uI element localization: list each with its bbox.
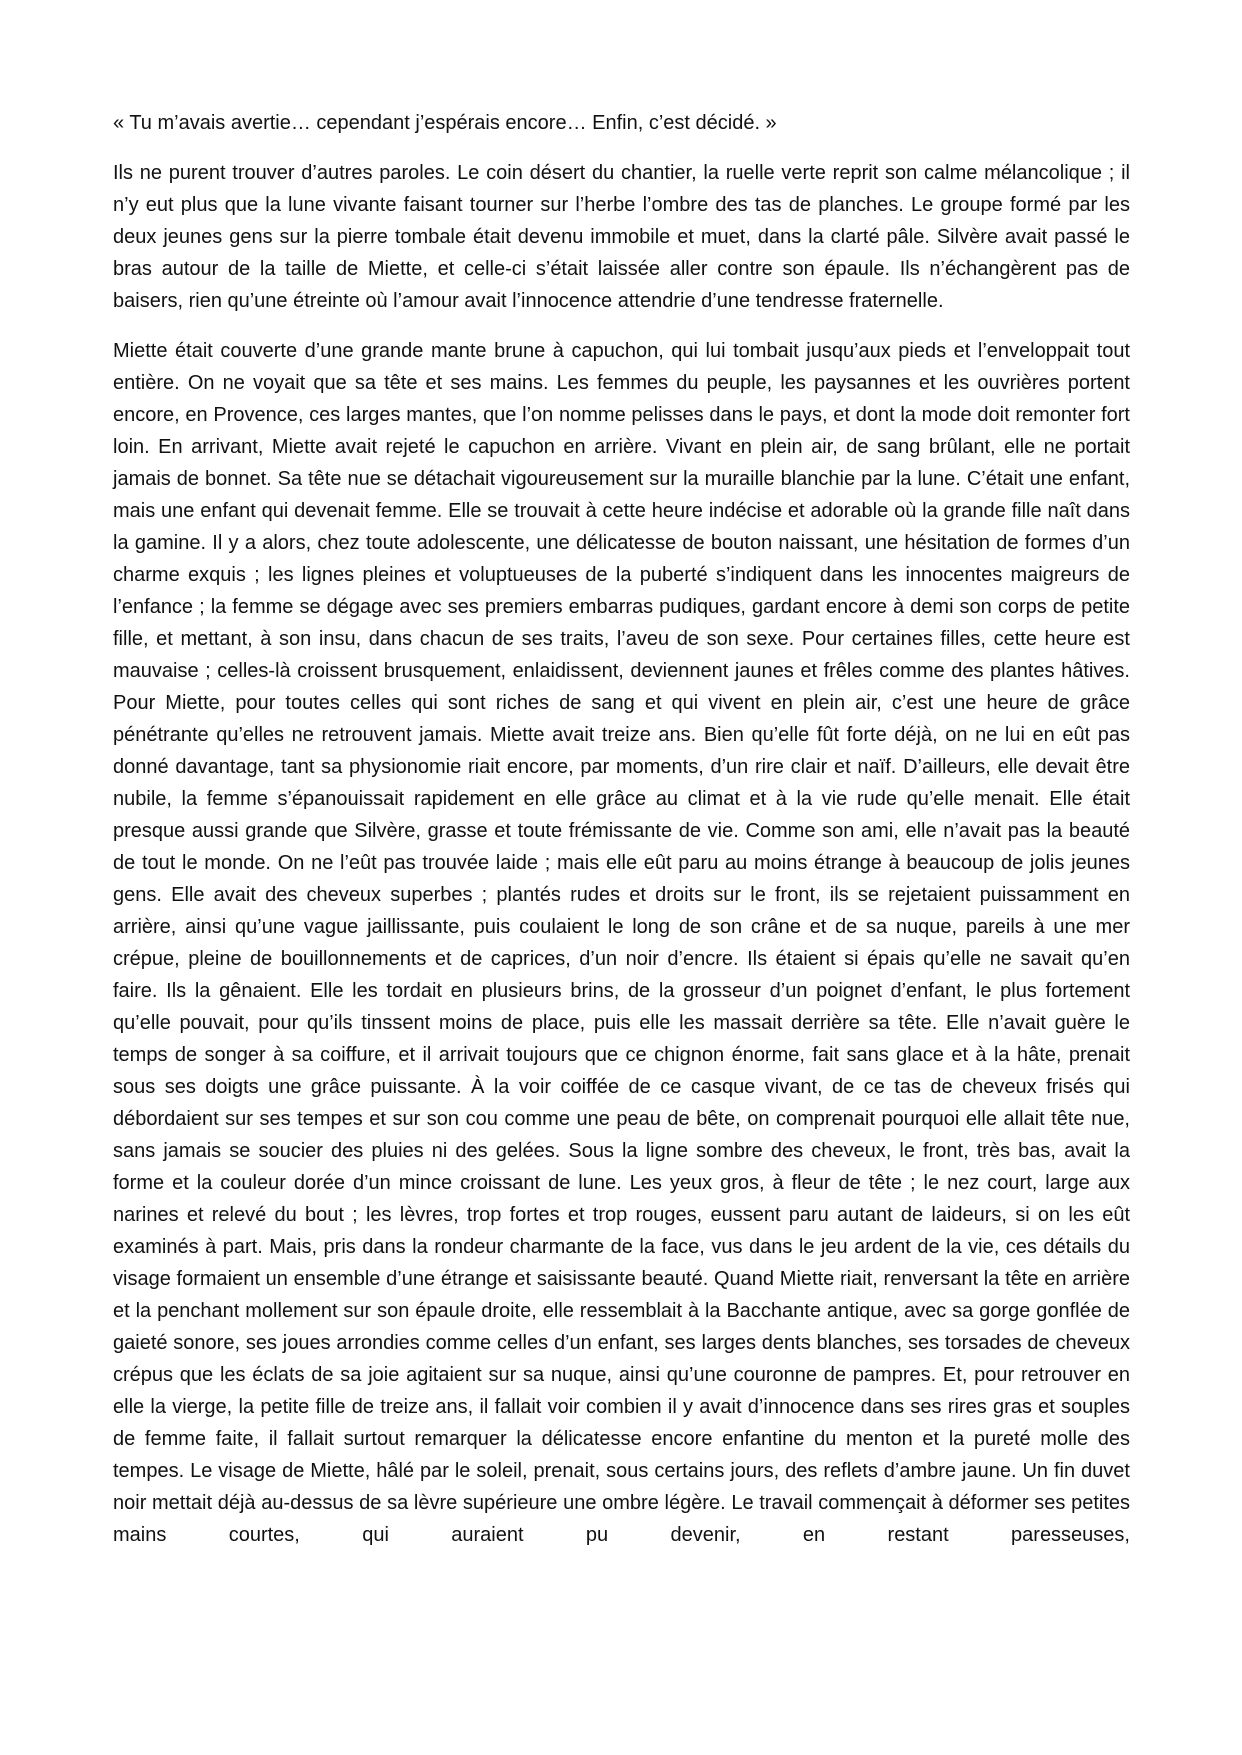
paragraph-miette-description: Miette était couverte d’une grande mante brune à capuchon, qui lui tombait jusqu’aux pieds et l’enveloppait tout entière. On ne voyait que sa tête et ses mains. Les femmes du peuple, les paysannes et les ouvrières portent encore, en Provence, ces larges mantes, que l’on nomme pelisses dans le pays, et dont la mode doit remonter fort loin. En arrivant, Miette avait rejeté le capuchon en arrière. Vivant en plein air, de sang brûlant, elle ne portait jamais de bonnet. Sa tête nue se détachait vigoureusement sur la muraille blanchie par la lune. C’était une enfant, mais une enfant qui devenait femme. Elle se trouvait à cette heure indécise et adorable où la grande fille naît dans la gamine. Il y a alors, chez toute adolescente, une délicatesse de bouton naissant, une hésitation de formes d’un charme exquis ; les lignes pleines et voluptueuses de la puberté s’indiquent dans les innocentes maigreurs de l’enfance ; la femme se dégage avec ses premiers embarras pudiques, gardant encore à demi son corps de petite fille, et mettant, à son insu, dans chacun de ses traits, l’aveu de son sexe. Pour certaines filles, cette heure est mauvaise ; celles-là croissent brusquement, enlaidissent, deviennent jaunes et frêles comme des plantes hâtives. Pour Miette, pour toutes celles qui sont riches de sang et qui vivent en plein air, c’est une heure de grâce pénétrante qu’elles ne retrouvent jamais. Miette avait treize ans. Bien qu’elle fût forte déjà, on ne lui en eût pas donné davantage, tant sa physionomie riait encore, par moments, d’un rire clair et naïf. D’ailleurs, elle devait être nubile, la femme s’épanouissait rapidement en elle grâce au climat et à la vie rude qu’elle menait. Elle était presque aussi grande que Silvère, grasse et toute frémissante de vie. Comme son ami, elle n’avait pas la beauté de tout le monde. On ne l’eût pas trouvée laide ; mais elle eût paru au moins étrange à beaucoup de jolis jeunes gens. Elle avait des cheveux superbes ; plantés rudes et droits sur le front, ils se rejetaient puissamment en arrière, ainsi qu’une vague jaillissante, puis coulaient le long de son crâne et de sa nuque, pareils à une mer crépue, pleine de bouillonnements et de caprices, d’un noir d’encre. Ils étaient si épais qu’elle ne savait qu’en faire. Ils la gênaient. Elle les tordait en plusieurs brins, de la grosseur d’un poignet d’enfant, le plus fortement qu’elle pouvait, pour qu’ils tinssent moins de place, puis elle les massait derrière sa tête. Elle n’avait guère le temps de songer à sa coiffure, et il arrivait toujours que ce chignon énorme, fait sans glace et à la hâte, prenait sous ses doigts une grâce puissante. À la voir coiffée de ce casque vivant, de ce tas de cheveux frisés qui débordaient sur ses tempes et sur son cou comme une peau de bête, on comprenait pourquoi elle allait tête nue, sans jamais se soucier des pluies ni des gelées. Sous la ligne sombre des cheveux, le front, très bas, avait la forme et la couleur dorée d’un mince croissant de lune. Les yeux gros, à fleur de tête ; le nez court, large aux narines et relevé du bout ; les lèvres, trop fortes et trop rouges, eussent paru autant de laideurs, si on les eût examinés à part. Mais, pris dans la rondeur charmante de la face, vus dans le jeu ardent de la vie, ces détails du visage formaient un ensemble d’une étrange et saisissante beauté. Quand Miette riait, renversant la tête en arrière et la penchant mollement sur son épaule droite, elle ressemblait à la Bacchante antique, avec sa gorge gonflée de gaieté sonore, ses joues arrondies comme celles d’un enfant, ses larges dents blanches, ses torsades de cheveux crépus que les éclats de sa joie agitaient sur sa nuque, ainsi qu’une couronne de pampres. Et, pour retrouver en elle la vierge, la petite fille de treize ans, il fallait voir combien il y avait d’innocence dans ses rires gras et souples de femme faite, il fallait surtout remarquer la délicatesse encore enfantine du menton et la pureté molle des tempes. Le visage de Miette, hâlé par le soleil, prenait, sous certains jours, des reflets d’ambre jaune. Un fin duvet noir mettait déjà au-dessus de sa lèvre supérieure une ombre légère. Le travail commençait à déformer ses petites mains courtes, qui auraient pu devenir, en restant paresseuses, [113,340,1130,1546]
paragraph-no-words: Ils ne purent trouver d’autres paroles. Le coin désert du chantier, la ruelle verte reprit son calme mélancolique ; il n’y eut plus que la lune vivante faisant tourner sur l’herbe l’ombre des tas de planches. Le groupe formé par les deux jeunes gens sur la pierre tombale était devenu immobile et muet, dans la clarté pâle. Silvère avait passé le bras autour de la taille de Miette, et celle-ci s’était laissée aller contre son épaule. Ils n’échangèrent pas de baisers, rien qu’une étreinte où l’amour avait l’innocence attendrie d’une tendresse fraternelle. [113,162,1130,312]
paragraph-dialogue: « Tu m’avais avertie… cependant j’espérais encore… Enfin, c’est décidé. » [113,112,777,134]
document-page [113,107,1130,1551]
